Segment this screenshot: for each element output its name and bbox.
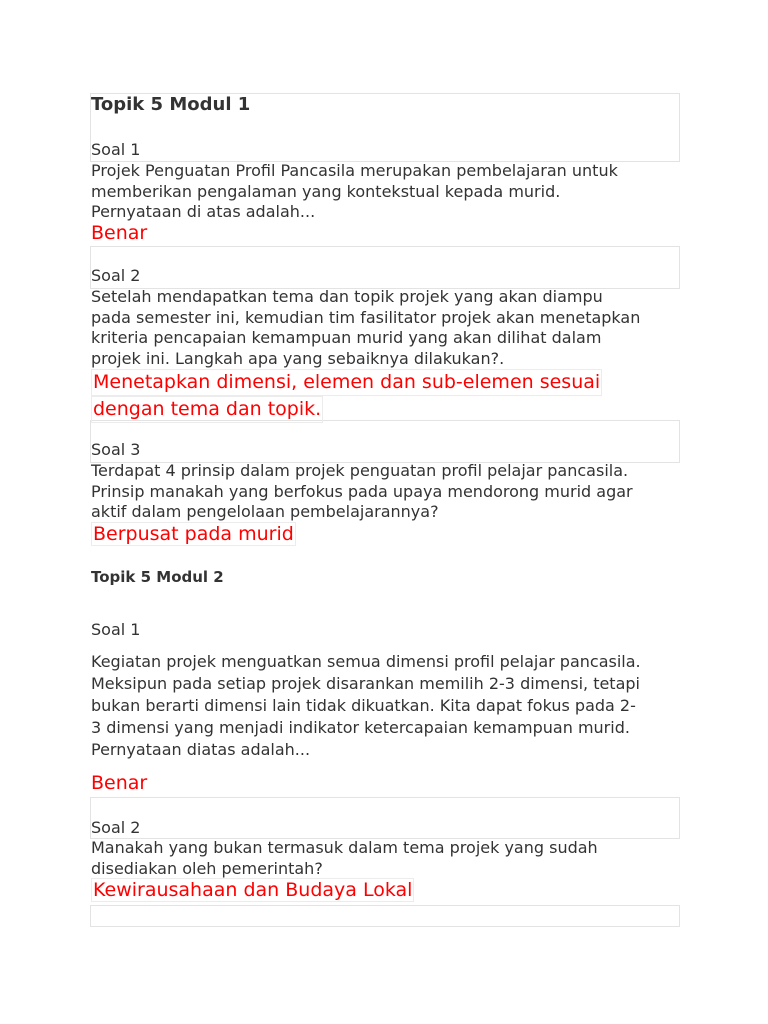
question-line: Prinsip manakah yang berfokus pada upaya mendorong murid agar bbox=[91, 481, 633, 501]
question-text bbox=[91, 838, 691, 879]
question-line: aktif dalam pengelolaan pembelajarannya? bbox=[91, 502, 439, 521]
question-line: pada semester ini, kemudian tim fasilitator projek akan menetapkan bbox=[91, 307, 641, 327]
question-label: Soal 1 bbox=[91, 620, 141, 639]
question-text bbox=[91, 287, 691, 369]
answer-text bbox=[91, 369, 602, 423]
question-label: Soal 3 bbox=[91, 440, 141, 459]
answer-line: Kewirausahaan dan Budaya Lokal bbox=[93, 879, 413, 901]
question-line: kriteria pencapaian kemampuan murid yang akan dilihat dalam bbox=[91, 328, 602, 347]
question-line: disediakan oleh pemerintah? bbox=[91, 858, 323, 878]
question-line: Pernyataan di atas adalah... bbox=[91, 202, 316, 221]
question-line: Kegiatan projek menguatkan semua dimensi profil pelajar pancasila. bbox=[91, 652, 641, 671]
question-line: projek ini. Langkah apa yang sebaiknya dilakukan?. bbox=[91, 348, 505, 368]
question-line: Terdapat 4 prinsip dalam projek penguatan profil pelajar pancasila. bbox=[91, 461, 629, 480]
question-line: Setelah mendapatkan tema dan topik projek yang akan diampu bbox=[91, 287, 603, 306]
answer-text bbox=[91, 771, 147, 796]
answer-text bbox=[91, 522, 296, 547]
question-label: Soal 2 bbox=[91, 266, 141, 285]
frame-box bbox=[90, 420, 680, 463]
question-label: Soal 1 bbox=[91, 140, 141, 159]
answer-line: Benar bbox=[91, 772, 148, 794]
question-line: bukan berarti dimensi lain tidak dikuatkan. Kita dapat fokus pada 2- bbox=[91, 696, 636, 715]
question-line: Meksipun pada setiap projek disarankan memilih 2-3 dimensi, tetapi bbox=[91, 674, 640, 693]
question-line: Pernyataan diatas adalah... bbox=[91, 740, 311, 759]
question-text bbox=[91, 461, 691, 523]
question-line: memberikan pengalaman yang kontekstual kepada murid. bbox=[91, 181, 561, 201]
question-line: 3 dimensi yang menjadi indikator ketercapaian kemampuan murid. bbox=[91, 718, 630, 737]
question-line: Manakah yang bukan termasuk dalam tema projek yang sudah bbox=[91, 838, 598, 857]
section-title: Topik 5 Modul 2 bbox=[91, 568, 224, 586]
section-title: Topik 5 Modul 1 bbox=[91, 94, 251, 115]
frame-box bbox=[90, 797, 680, 839]
answer-line: dengan tema dan topik. bbox=[91, 396, 323, 423]
answer-line: Berpusat pada murid bbox=[93, 523, 294, 545]
question-text bbox=[91, 161, 691, 223]
answer-line: Benar bbox=[91, 222, 148, 244]
answer-text bbox=[91, 221, 147, 246]
question-text bbox=[91, 651, 691, 761]
answer-line: Menetapkan dimensi, elemen dan sub-elemen sesuai bbox=[91, 369, 602, 396]
question-label: Soal 2 bbox=[91, 818, 141, 837]
answer-text bbox=[91, 878, 414, 903]
frame-box bbox=[90, 246, 680, 289]
question-line: Projek Penguatan Profil Pancasila merupakan pembelajaran untuk bbox=[91, 161, 618, 180]
frame-box bbox=[90, 905, 680, 927]
